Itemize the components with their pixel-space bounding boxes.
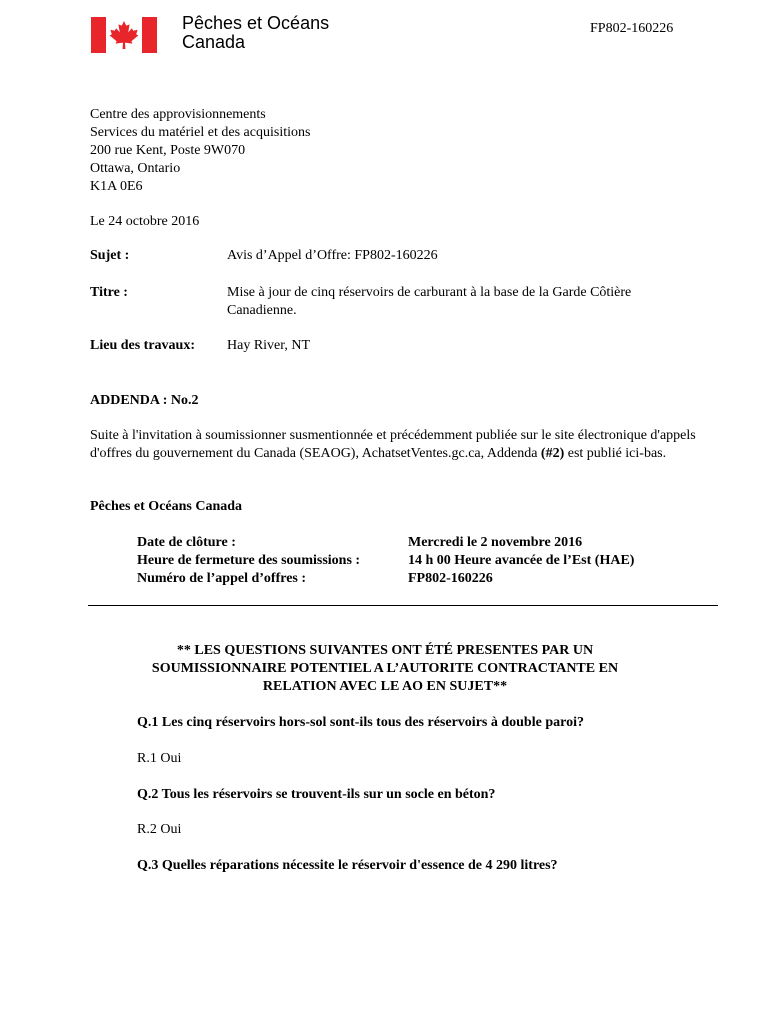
address-line: Ottawa, Ontario xyxy=(90,161,181,176)
questions-heading-line: SOUMISSIONNAIRE POTENTIEL A L’AUTORITE CONTRACTANTE EN xyxy=(151,661,619,676)
closing-info-values xyxy=(408,534,634,588)
closing-time-label: Heure de fermeture des soumissions : xyxy=(137,553,361,568)
maple-leaf-icon xyxy=(110,21,139,49)
closing-info-labels xyxy=(137,534,360,588)
address-line: 200 rue Kent, Poste 9W070 xyxy=(90,143,246,158)
addenda-text-start: Suite à l'invitation à soumissionner susmentionnée et précédemment publiée sur le site électronique d'appels d'offres du gouvernement du Canada (SEAOG), AchatsetVentes.gc.ca, Addenda xyxy=(90,428,696,461)
title-label: Titre : xyxy=(90,285,128,300)
question-1: Q.1 Les cinq réservoirs hors-sol sont-ils tous des réservoirs à double paroi? xyxy=(137,715,584,730)
subject-label: Sujet : xyxy=(90,248,130,263)
address-block xyxy=(90,106,310,196)
addenda-text-end: est publié ici-bas. xyxy=(564,446,667,461)
location-label: Lieu des travaux: xyxy=(90,338,195,353)
canada-flag-logo xyxy=(91,17,157,53)
flag-left-bar xyxy=(91,17,106,53)
org-name xyxy=(182,14,329,52)
reference-number: FP802-160226 xyxy=(590,21,674,36)
question-3: Q.3 Quelles réparations nécessite le réservoir d'essence de 4 290 litres? xyxy=(137,858,558,873)
address-line: Services du matériel et des acquisitions xyxy=(90,125,311,140)
closing-date-label: Date de clôture : xyxy=(137,535,236,550)
flag-right-bar xyxy=(142,17,157,53)
location-value: Hay River, NT xyxy=(227,338,311,353)
closing-date-value: Mercredi le 2 novembre 2016 xyxy=(408,535,583,550)
department-heading: Pêches et Océans Canada xyxy=(90,499,243,514)
org-name-line2: Canada xyxy=(182,32,246,52)
section-divider xyxy=(88,605,718,606)
org-name-line1: Pêches et Océans xyxy=(182,13,330,33)
addenda-heading: ADDENDA : No.2 xyxy=(90,393,199,408)
questions-heading-line: ** LES QUESTIONS SUIVANTES ONT ÉTÉ PRESENTES PAR UN xyxy=(176,643,594,658)
letter-date: Le 24 octobre 2016 xyxy=(90,214,200,229)
tender-number-value: FP802-160226 xyxy=(408,571,493,586)
address-line: Centre des approvisionnements xyxy=(90,107,266,122)
address-line: K1A 0E6 xyxy=(90,179,143,194)
addenda-paragraph xyxy=(90,427,710,463)
addenda-number: (#2) xyxy=(540,446,565,461)
answer-1: R.1 Oui xyxy=(137,751,182,766)
answer-2: R.2 Oui xyxy=(137,822,182,837)
questions-heading xyxy=(90,642,680,696)
questions-heading-line: RELATION AVEC LE AO EN SUJET** xyxy=(262,679,508,694)
title-value: Mise à jour de cinq réservoirs de carburant à la base de la Garde Côtière Canadienne. xyxy=(227,285,632,318)
question-2: Q.2 Tous les réservoirs se trouvent-ils sur un socle en béton? xyxy=(137,787,496,802)
subject-value: Avis d’Appel d’Offre: FP802-160226 xyxy=(227,248,438,263)
tender-number-label: Numéro de l’appel d’offres : xyxy=(137,571,307,586)
closing-time-value: 14 h 00 Heure avancée de l’Est (HAE) xyxy=(408,553,635,568)
